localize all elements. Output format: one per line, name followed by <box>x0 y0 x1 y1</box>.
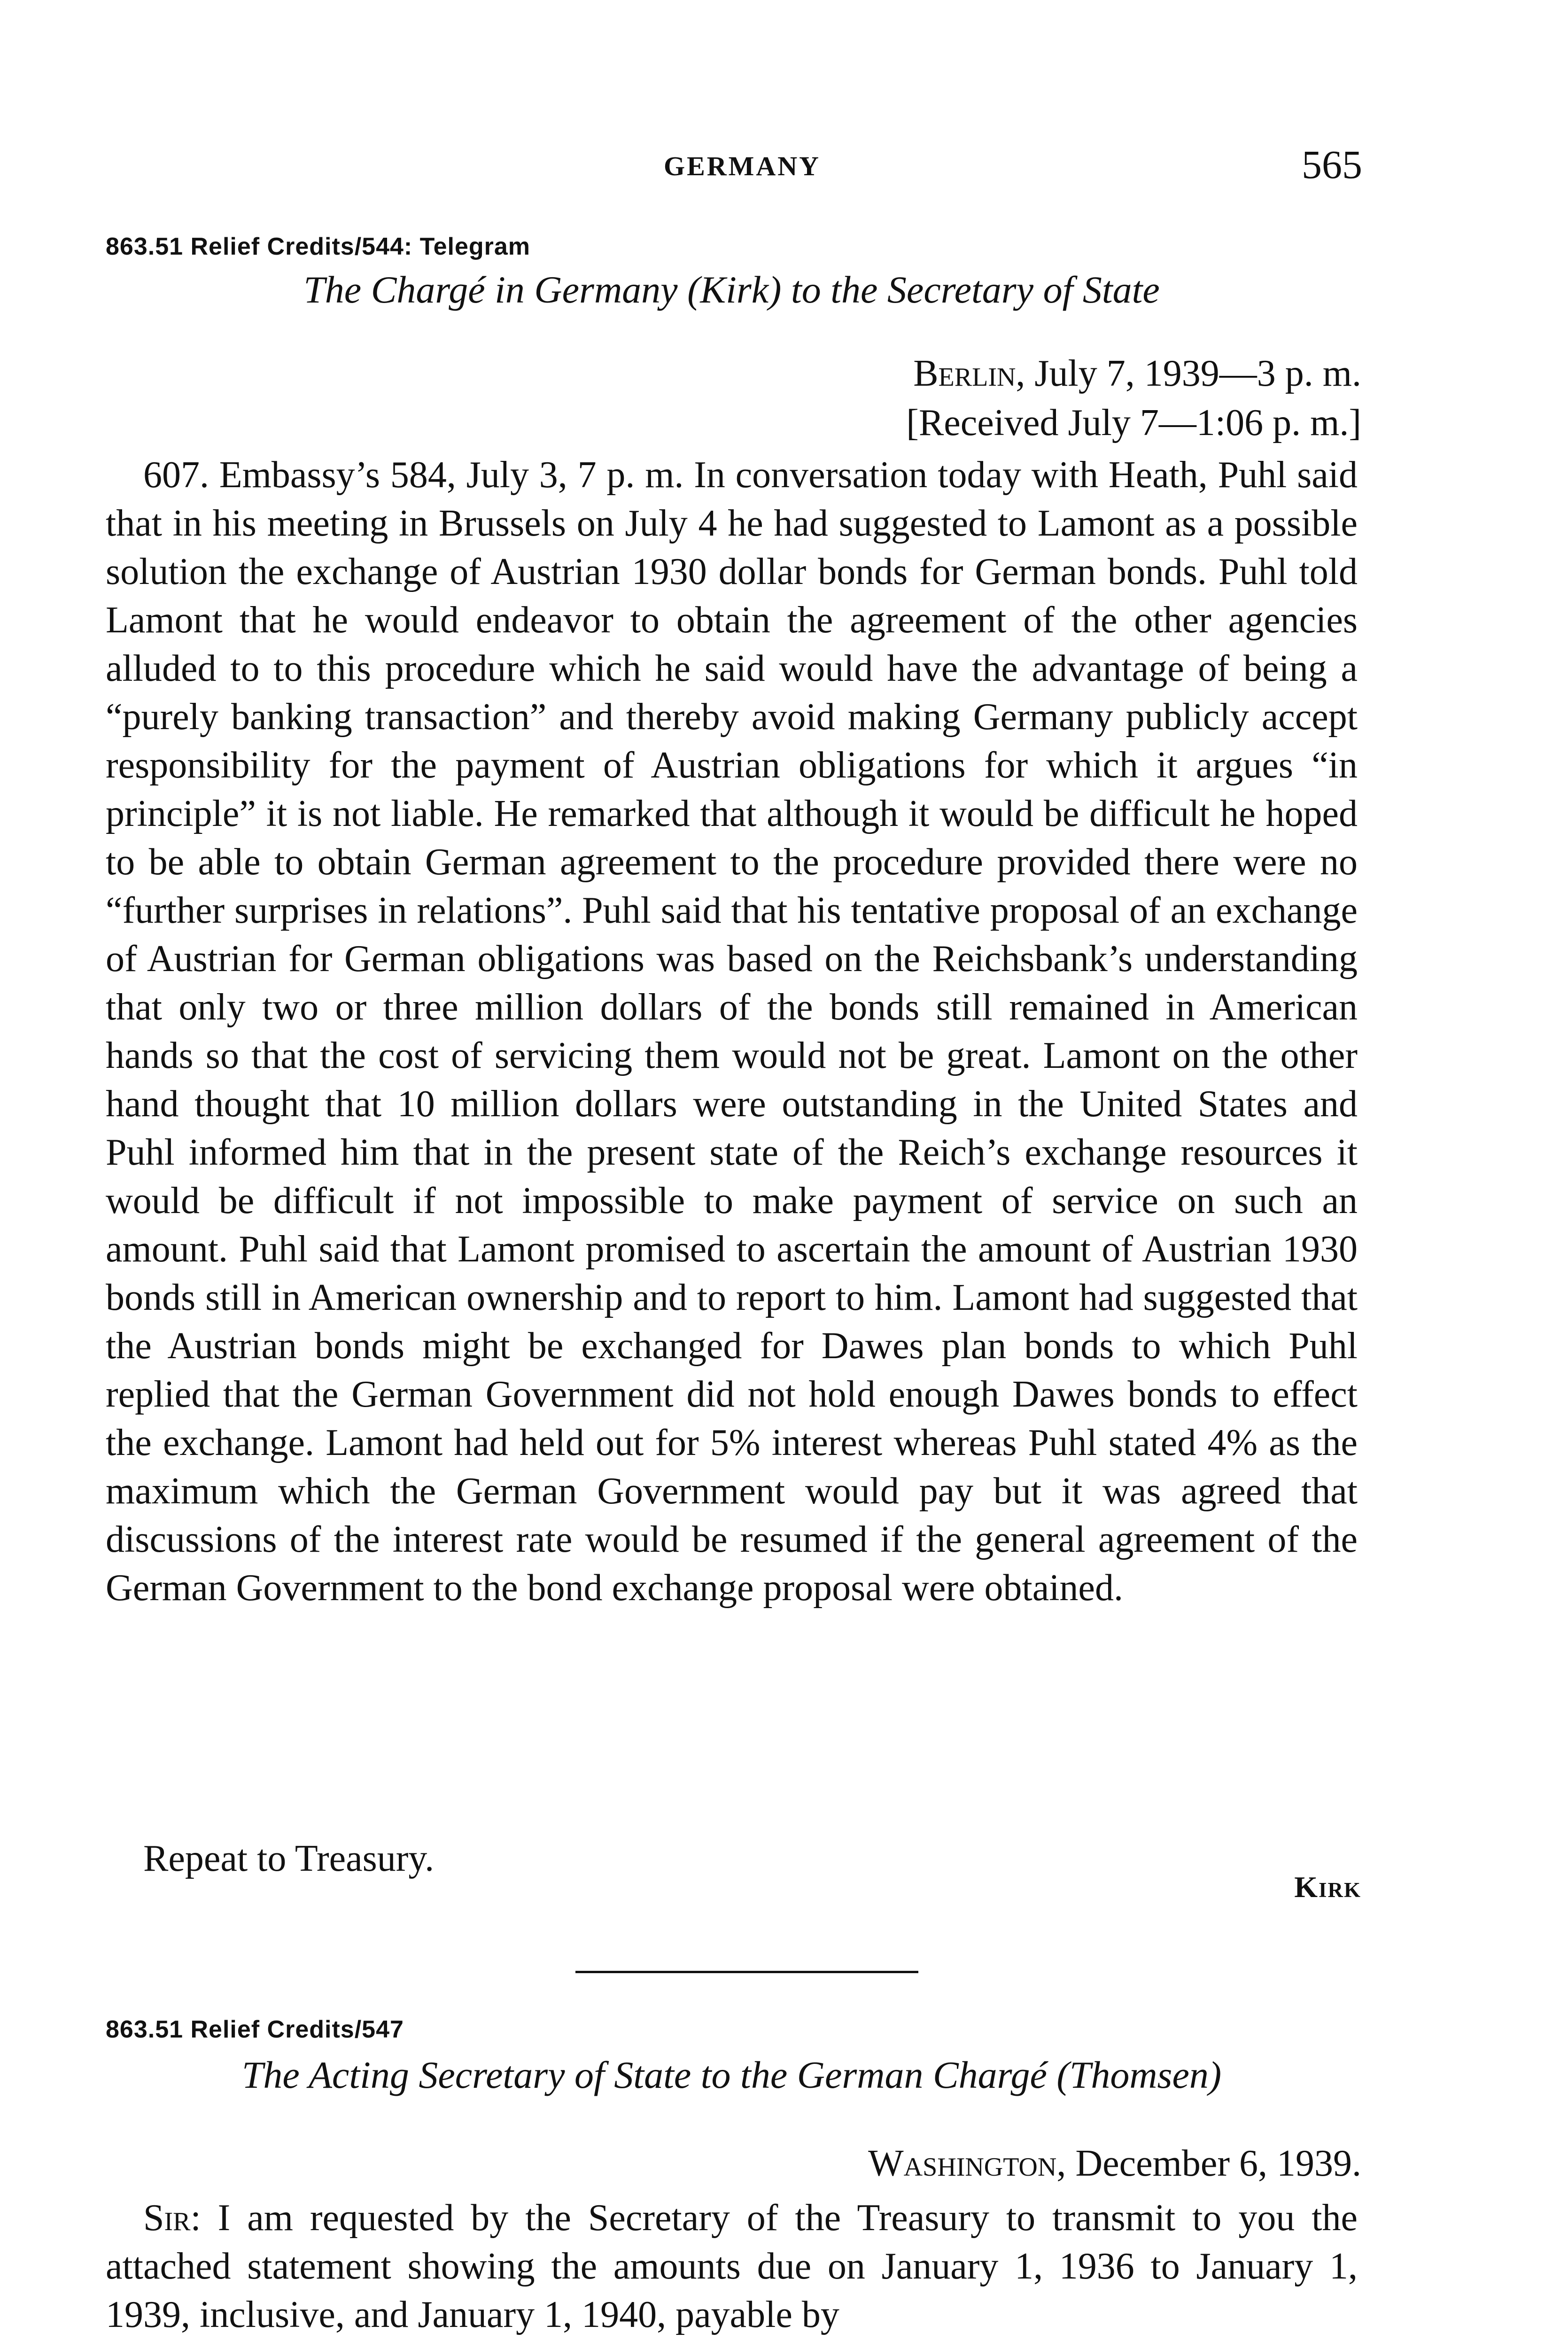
closing-line <box>106 1835 1358 1883</box>
page-number: 565 <box>1302 142 1362 187</box>
document-title: The Chargé in Germany (Kirk) to the Secretary of State <box>303 268 1160 311</box>
document-title-2: The Acting Secretary of State to the German Chargé (Thomsen) <box>241 2053 1222 2096</box>
signature: Kirk <box>1294 1870 1361 1904</box>
dateline-date: , July 7, 1939—3 p. m. <box>1016 353 1361 394</box>
section-divider <box>575 1971 918 1973</box>
dateline <box>913 352 1361 395</box>
running-title: GERMANY <box>663 151 821 181</box>
running-head <box>122 141 1362 197</box>
received-line: [Received July 7—1:06 p. m.] <box>906 402 1361 443</box>
salutation: Sir <box>143 2197 191 2239</box>
dateline-2 <box>868 2142 1361 2185</box>
file-reference: 863.51 Relief Credits/544: Telegram <box>106 233 531 260</box>
letter-body <box>106 2194 1358 2339</box>
telegram-body <box>106 451 1358 1612</box>
file-reference-2: 863.51 Relief Credits/547 <box>106 2016 404 2043</box>
dateline-place-2: Washington <box>868 2143 1057 2184</box>
dateline-date-2: , December 6, 1939. <box>1056 2143 1361 2184</box>
telegram-body-text: 607. Embassy’s 584, July 3, 7 p. m. In conversation today with Heath, Puhl said that in his meeting in Brussels on July 4 he had suggested to Lamont as a possible solution the exchange of Austrian 1930 dollar bonds for German bonds. Puhl told Lamont that he would endeavor to obtain the agreement of the other agencies alluded to to this procedure which he said would have the advantage of being a “purely banking transaction” and thereby avoid making Germany publicly accept responsibility for the payment of Austrian obligations for which it argues “in principle” it is not liable. He remarked that although it would be difficult he hoped to be able to obtain German agreement to the procedure provided there were no “further surprises in relations”. Puhl said that his tentative proposal of an exchange of Austrian for German obligations was based on the Reichsbank’s understanding that only two or three million dollars of the bonds still remained in American hands so that the cost of servicing them would not be great. Lamont on the other hand thought that 10 million dollars were outstanding in the United States and Puhl informed him that in the present state of the Reich’s exchange resources it would be difficult if not impossible to make payment of service on such an amount. Puhl said that Lamont promised to ascertain the amount of Austrian 1930 bonds still in American ownership and to report to him. Lamont had suggested that the Austrian bonds might be exchanged for Dawes plan bonds to which Puhl replied that the German Government did not hold enough Dawes bonds to effect the exchange. Lamont had held out for 5% interest whereas Puhl stated 4% as the maximum which the German Government would pay but it was agreed that discussions of the interest rate would be resumed if the general agreement of the German Government to the bond exchange proposal were obtained. <box>106 454 1358 1609</box>
letter-body-text: : I am requested by the Secretary of the Treasury to transmit to you the attached statement showing the amounts due on January 1, 1936 to January 1, 1939, inclusive, and January 1, 1940, payable by <box>106 2197 1358 2335</box>
dateline-place: Berlin <box>913 353 1016 394</box>
closing-text: Repeat to Treasury. <box>143 1838 435 1879</box>
